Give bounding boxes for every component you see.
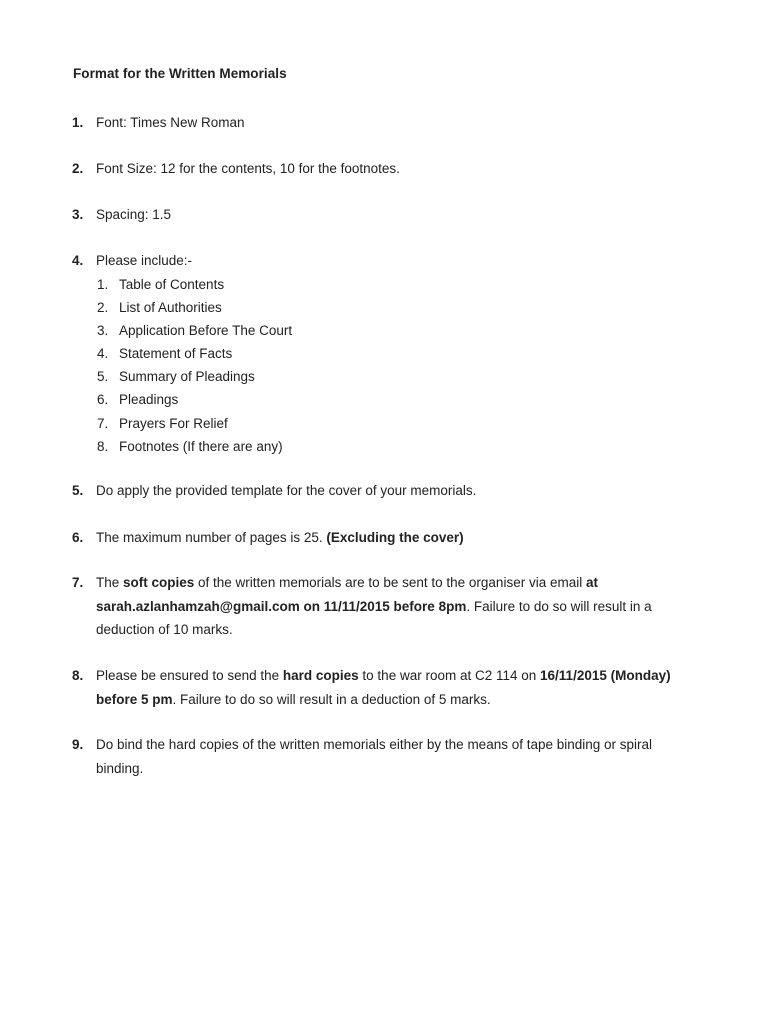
bold-text: soft copies [123, 575, 195, 590]
list-item-4 [72, 249, 702, 458]
item-number: 4. [72, 253, 84, 268]
list-item-5 [72, 479, 702, 503]
list-item-8 [72, 664, 702, 711]
list-item-6 [72, 526, 702, 550]
bold-text: (Excluding the cover) [326, 530, 464, 545]
item-text: Font Size: 12 for the contents, 10 for the footnotes. [96, 161, 400, 176]
item-text: Do bind the hard copies of the written memorials either by the means of tape binding or spiral binding. [96, 737, 653, 776]
list-item-2 [72, 157, 702, 181]
item-text: Please include:- [96, 253, 193, 268]
item-text: Please be ensured to send the hard copies to the war room at C2 114 on 16/11/2015 (Monday) before 5 pm. Failure to do so will result in a deduction of 5 marks. [96, 668, 671, 707]
sublist-item: 8. Footnotes (If there are any) [97, 438, 283, 454]
document-title: Format for the Written Memorials [73, 66, 287, 81]
item-text: Spacing: 1.5 [96, 207, 172, 222]
sublist-item: 6. Pleadings [97, 392, 179, 408]
sublist-item: 7. Prayers For Relief [97, 415, 228, 431]
item-number: 3. [72, 207, 84, 222]
item-number: 5. [72, 483, 84, 498]
list-item-3 [72, 203, 702, 227]
sublist-item: 5. Summary of Pleadings [97, 369, 255, 385]
bold-text: hard copies [282, 668, 359, 683]
list-item-7 [72, 571, 702, 642]
item-number: 7. [72, 575, 84, 590]
include-sublist [72, 273, 702, 459]
item-text: The soft copies of the written memorials are to be sent to the organiser via email at sarah.azlanhamzah@gmail.com on 11/11/2015 before 8pm. Failure to do so will result in a deduction of 10 marks. [96, 575, 652, 637]
item-text: Font: Times New Roman [96, 115, 245, 130]
list-item-9 [72, 733, 702, 780]
item-text: Do apply the provided template for the cover of your memorials. [96, 483, 477, 498]
sublist-item: 1. Table of Contents [97, 276, 225, 292]
bold-text: 16/11/2015 (Monday) before 5 pm [96, 668, 671, 707]
item-number: 8. [72, 668, 84, 683]
sublist-item: 2. List of Authorities [97, 299, 222, 315]
list-item-1 [72, 111, 702, 135]
bold-text: at sarah.azlanhamzah@gmail.com on 11/11/2015 before 8pm [96, 575, 598, 614]
item-number: 9. [72, 737, 84, 752]
item-number: 2. [72, 161, 84, 176]
sublist-item: 3. Application Before The Court [97, 322, 293, 338]
item-number: 1. [72, 115, 84, 130]
item-text: The maximum number of pages is 25. (Excluding the cover) [96, 530, 464, 545]
item-number: 6. [72, 530, 84, 545]
sublist-item: 4. Statement of Facts [97, 346, 233, 362]
